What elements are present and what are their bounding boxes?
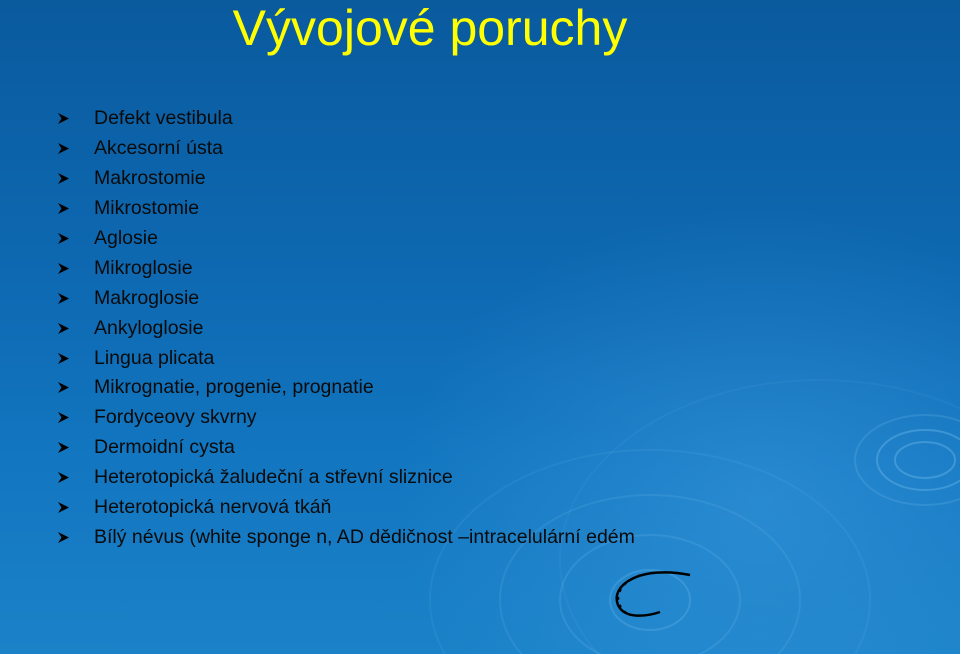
- bullet-item: [58, 493, 635, 523]
- bullet-item: [58, 134, 635, 164]
- bullet-text: Bílý névus (white sponge n, AD dědičnost –intracelulární edém: [94, 525, 635, 548]
- arrowhead-bullet-icon: [58, 203, 94, 214]
- bullet-text: Makrostomie: [94, 167, 206, 190]
- bullet-item: [58, 373, 635, 403]
- bullet-item: [58, 283, 635, 313]
- arrowhead-bullet-icon: [58, 293, 94, 304]
- arrowhead-bullet-icon: [58, 233, 94, 244]
- bullet-text: Heterotopická žaludeční a střevní sliznice: [94, 466, 453, 489]
- bullet-item: [58, 403, 635, 433]
- arrowhead-bullet-icon: [58, 412, 94, 423]
- bullet-text: Heterotopická nervová tkáň: [94, 496, 332, 519]
- bullet-item: [58, 463, 635, 493]
- arrowhead-bullet-icon: [58, 113, 94, 124]
- bullet-text: Mikrognatie, progenie, prognatie: [94, 376, 374, 399]
- bullet-text: Ankyloglosie: [94, 316, 204, 339]
- arrowhead-bullet-icon: [58, 532, 94, 543]
- bullet-text: Mikroglosie: [94, 256, 193, 279]
- arrowhead-bullet-icon: [58, 502, 94, 513]
- bullet-item: [58, 313, 635, 343]
- bullet-text: Aglosie: [94, 227, 158, 249]
- arrowhead-bullet-icon: [58, 143, 94, 154]
- bullet-text: Fordyceovy skvrny: [94, 406, 257, 429]
- bullet-text: Defekt vestibula: [94, 107, 233, 130]
- bullet-text: Makroglosie: [94, 286, 200, 309]
- bullet-item: [58, 253, 635, 283]
- bullet-item: [58, 433, 635, 463]
- bullet-item: [58, 164, 635, 194]
- arrowhead-bullet-icon: [58, 353, 94, 364]
- slide-title: Vývojové poruchy: [232, 0, 628, 56]
- arrowhead-bullet-icon: [58, 472, 94, 483]
- bullet-list: [58, 104, 635, 552]
- arrowhead-bullet-icon: [58, 173, 94, 184]
- bullet-text: Akcesorní ústa: [94, 137, 223, 160]
- bullet-text: Lingua plicata: [94, 346, 215, 369]
- arrowhead-bullet-icon: [58, 323, 94, 334]
- bullet-item: [58, 522, 635, 552]
- arrowhead-bullet-icon: [58, 263, 94, 274]
- bullet-item: [58, 224, 635, 254]
- bullet-item: [58, 194, 635, 224]
- arrowhead-bullet-icon: [58, 382, 94, 393]
- bullet-text: Mikrostomie: [94, 197, 200, 220]
- arrowhead-bullet-icon: [58, 442, 94, 453]
- bullet-text: Dermoidní cysta: [94, 436, 235, 459]
- bullet-item: [58, 343, 635, 373]
- bullet-item: [58, 104, 635, 134]
